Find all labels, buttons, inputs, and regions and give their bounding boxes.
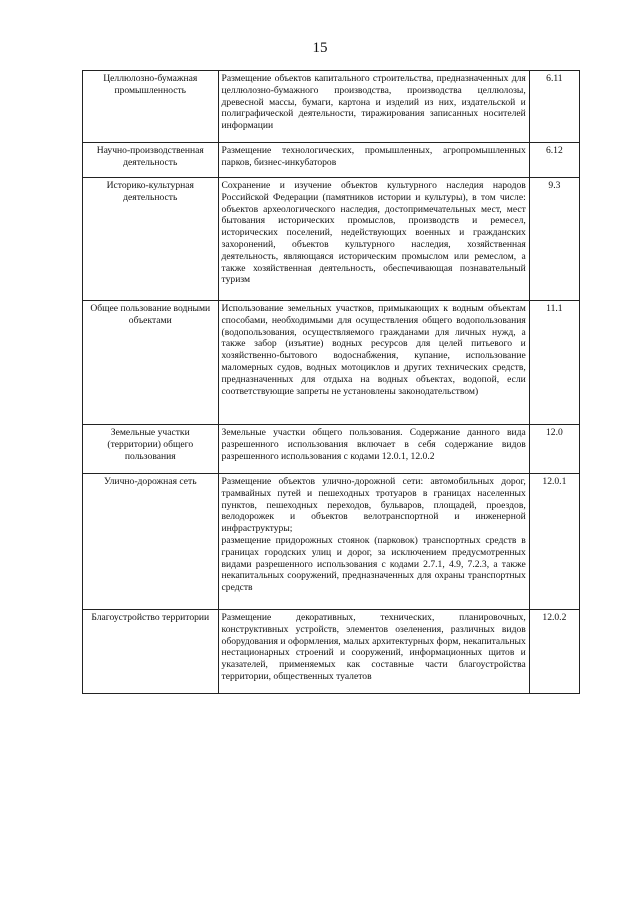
- use-type-code: 6.12: [529, 143, 579, 178]
- use-type-description: [218, 474, 529, 610]
- use-type-code: 12.0.1: [529, 474, 579, 610]
- table-row: [83, 178, 580, 301]
- use-type-code: 12.0: [529, 425, 579, 474]
- use-type-description: Размещение технологических, промышленных, агропромышленных парков, бизнес-инкубаторов: [218, 143, 529, 178]
- use-type-description: Сохранение и изучение объектов культурного наследия народов Российской Федерации (памятников истории и культуры), в том числе: объектов археологического наследия, достопримечательных мест, мест бытования исторических промыслов, производств и ремесел, исторических поселений, недействующих военных и гражданских захоронений, объектов культурного наследия, хозяйственная деятельность, являющаяся историческим промыслом или ремеслом, а также хозяйственная деятельность, обеспечивающая познавательный туризм: [218, 178, 529, 301]
- use-type-code: 6.11: [529, 71, 579, 143]
- use-type-name: Историко-культурная деятельность: [83, 178, 219, 301]
- use-type-description: Размещение декоративных, технических, планировочных, конструктивных устройств, элементов озеленения, различных видов оборудования и оформления, малых архитектурных форм, некапитальных нестационарных строений и сооружений, информационных щитов и указателей, применяемых как составные части благоустройства территории, общественных туалетов: [218, 610, 529, 694]
- use-type-code: 9.3: [529, 178, 579, 301]
- use-type-name: Научно-производственная деятельность: [83, 143, 219, 178]
- land-use-table: [82, 70, 580, 694]
- use-type-name: Общее пользование водными объектами: [83, 301, 219, 425]
- use-type-description: Земельные участки общего пользования. Содержание данного вида разрешенного использования включает в себя содержание видов разрешенного использования с кодами 12.0.1, 12.0.2: [218, 425, 529, 474]
- use-type-name: Улично-дорожная сеть: [83, 474, 219, 610]
- table-row: [83, 143, 580, 178]
- use-type-code: 12.0.2: [529, 610, 579, 694]
- table-row: [83, 425, 580, 474]
- description-paragraph: размещение придорожных стоянок (парковок) транспортных средств в границах городских улиц и дорог, за исключением предусмотренных видами разрешенного использования с кодами 2.7.1, 4.9, 7.2.3, а также некапитальных сооружений, предназначенных для охраны транспортных средств: [221, 534, 526, 594]
- use-type-name: Земельные участки (территории) общего пользования: [83, 425, 219, 474]
- page-number: 15: [312, 40, 328, 56]
- use-type-name: Благоустройство территории: [83, 610, 219, 694]
- table-row: [83, 301, 580, 425]
- use-type-code: 11.1: [529, 301, 579, 425]
- use-type-description: Размещение объектов капитального строительства, предназначенных для целлюлозно-бумажного производства, производства целлюлозы, древесной массы, бумаги, картона и изделий из них, издательской и полиграфической деятельности, тиражирования записанных носителей информации: [218, 71, 529, 143]
- use-type-description: Использование земельных участков, примыкающих к водным объектам способами, необходимыми для осуществления общего водопользования (водопользования, осуществляемого гражданами для личных нужд, а также забор (изъятие) водных ресурсов для целей питьевого и хозяйственно-бытового водоснабжения, купание, использование маломерных судов, водных мотоциклов и других технических средств, предназначенных для отдыха на водных объектах, водопой, если соответствующие запреты не установлены законодательством): [218, 301, 529, 425]
- table-row: [83, 71, 580, 143]
- table-row: [83, 610, 580, 694]
- table-row: [83, 474, 580, 610]
- description-paragraph: Размещение объектов улично-дорожной сети: автомобильных дорог, трамвайных путей и пешеходных тротуаров в границах населенных пунктов, пешеходных переходов, бульваров, площадей, проездов, велодорожек и объектов велотранспортной и инженерной инфраструктуры;: [221, 476, 526, 535]
- use-type-name: Целлюлозно-бумажная промышленность: [83, 71, 219, 143]
